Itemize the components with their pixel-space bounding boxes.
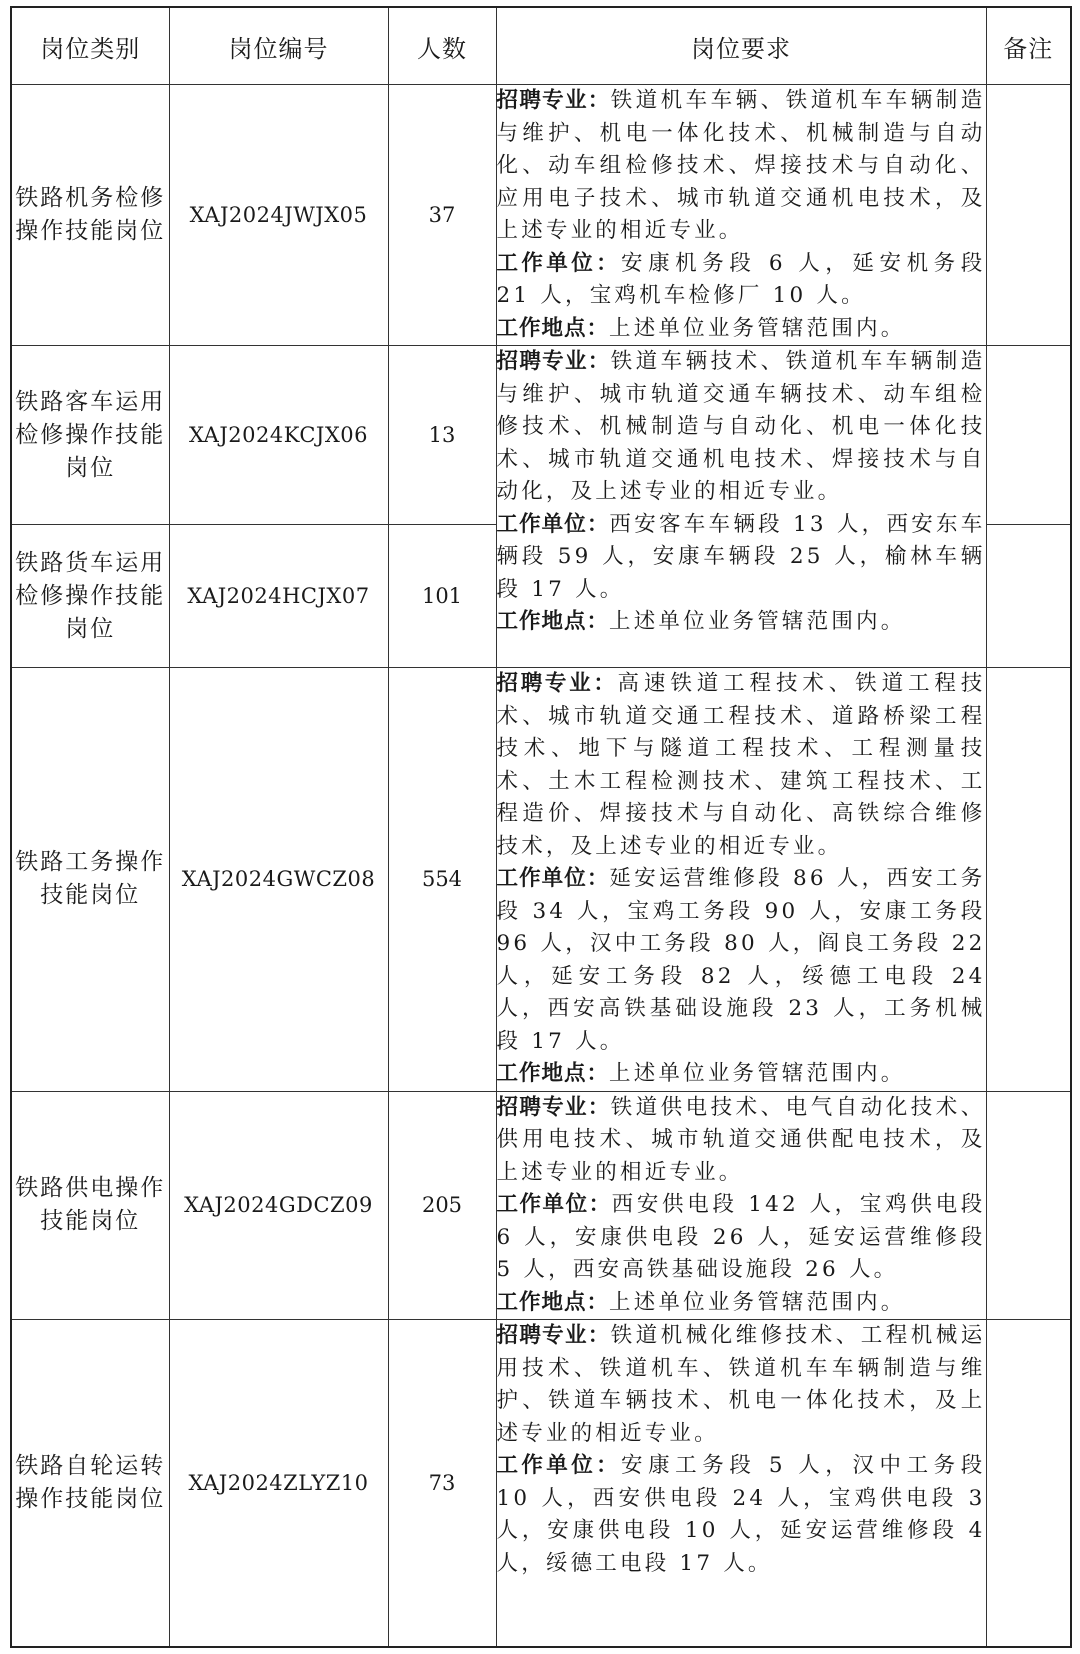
- unit-line: [497, 1189, 986, 1287]
- header-remarks: 备注: [986, 7, 1071, 85]
- location-text: 上述单位业务管辖范围内。: [609, 1061, 906, 1086]
- location-line: [497, 606, 986, 639]
- job-remarks: [986, 85, 1071, 346]
- table-row: [11, 668, 1071, 1092]
- location-line: [497, 1058, 986, 1091]
- unit-label: 工作单位：: [496, 1192, 612, 1217]
- header-count: 人数: [388, 7, 496, 85]
- location-text: 上述单位业务管辖范围内。: [609, 609, 906, 634]
- job-count: 554: [388, 668, 496, 1092]
- job-requirements: [496, 85, 986, 346]
- table-row: [11, 1091, 1071, 1320]
- location-text: 上述单位业务管辖范围内。: [609, 315, 906, 341]
- job-code: XAJ2024GWCZ08: [169, 668, 388, 1092]
- unit-label: 工作单位：: [496, 511, 610, 537]
- major-line: [497, 668, 986, 863]
- unit-label: 工作单位：: [496, 866, 610, 891]
- job-remarks: [986, 1091, 1071, 1320]
- job-code: XAJ2024HCJX07: [169, 525, 388, 668]
- major-label: 招聘专业：: [496, 1323, 611, 1348]
- job-remarks: [986, 668, 1071, 1092]
- job-requirements: [496, 1091, 986, 1320]
- job-category: 铁路供电操作技能岗位: [11, 1091, 169, 1320]
- job-code: XAJ2024ZLYZ10: [169, 1320, 388, 1648]
- major-line: [497, 346, 986, 509]
- unit-text: 西安客车车辆段 13 人，西安东车辆段 59 人，安康车辆段 25 人，榆林车辆段 17 人。: [496, 511, 986, 602]
- document-page: [10, 6, 1070, 1648]
- major-line: [497, 1092, 986, 1190]
- job-code: XAJ2024GDCZ09: [169, 1091, 388, 1320]
- major-text: 铁道车辆技术、铁道机车车辆制造与维护、城市轨道交通车辆技术、动车组检修技术、机械制造与自动化、机电一体化技术、城市轨道交通机电技术、焊接技术与自动化，及上述专业的相近专业。: [496, 349, 986, 504]
- major-text: 高速铁道工程技术、铁道工程技术、城市轨道交通工程技术、道路桥梁工程技术、地下与隧道工程技术、工程测量技术、土木工程检测技术、建筑工程技术、工程造价、焊接技术与自动化、高铁综合维修技术，及上述专业的相近专业。: [496, 671, 986, 859]
- unit-line: [497, 509, 986, 607]
- job-remarks: [986, 346, 1071, 525]
- unit-text: 安康机务段 6 人，延安机务段 21 人，宝鸡机车检修厂 10 人。: [496, 250, 986, 308]
- job-requirements-merged: [496, 346, 986, 668]
- job-code: XAJ2024KCJX06: [169, 346, 388, 525]
- job-requirements: [496, 1320, 986, 1648]
- job-count: 101: [388, 525, 496, 668]
- major-line: [497, 1320, 986, 1450]
- unit-text: 西安供电段 142 人，宝鸡供电段 6 人，安康供电段 26 人，延安运营维修段 5 人，西安高铁基础设施段 26 人。: [496, 1192, 986, 1282]
- job-remarks: [986, 1320, 1071, 1648]
- job-category: 铁路机务检修操作技能岗位: [11, 85, 169, 346]
- location-label: 工作地点：: [496, 609, 610, 634]
- unit-label: 工作单位：: [496, 1453, 621, 1478]
- major-label: 招聘专业：: [496, 88, 611, 113]
- unit-text: 安康工务段 5 人，汉中工务段 10 人，西安供电段 24 人，宝鸡供电段 3 人，安康供电段 10 人，延安运营维修段 4 人，绥德工电段 17 人。: [496, 1453, 986, 1576]
- recruitment-table: [10, 6, 1072, 1648]
- header-requirements: 岗位要求: [496, 7, 986, 85]
- unit-label: 工作单位：: [496, 250, 621, 276]
- major-label: 招聘专业：: [496, 1094, 611, 1120]
- location-line: [497, 313, 986, 346]
- location-text: 上述单位业务管辖范围内。: [609, 1289, 906, 1315]
- unit-line: [497, 863, 986, 1058]
- job-category: 铁路客车运用检修操作技能岗位: [11, 346, 169, 525]
- job-category: 铁路自轮运转操作技能岗位: [11, 1320, 169, 1648]
- header-code: 岗位编号: [169, 7, 388, 85]
- table-header-row: [11, 7, 1071, 85]
- table-row: [11, 85, 1071, 346]
- major-text: 铁道机械化维修技术、工程机械运用技术、铁道机车、铁道机车车辆制造与维护、铁道车辆技术、机电一体化技术，及上述专业的相近专业。: [496, 1323, 986, 1446]
- location-line: [497, 1287, 986, 1320]
- location-label: 工作地点：: [496, 1289, 610, 1315]
- location-label: 工作地点：: [496, 1061, 610, 1086]
- job-count: 13: [388, 346, 496, 525]
- unit-line: [497, 248, 986, 313]
- job-requirements: [496, 668, 986, 1092]
- major-line: [497, 85, 986, 248]
- unit-line: [497, 1450, 986, 1580]
- table-row: [11, 1320, 1071, 1648]
- major-label: 招聘专业：: [496, 671, 618, 696]
- job-remarks: [986, 525, 1071, 668]
- job-count: 37: [388, 85, 496, 346]
- unit-text: 延安运营维修段 86 人，西安工务段 34 人，宝鸡工务段 90 人，安康工务段 96 人，汉中工务段 80 人，阎良工务段 22 人，延安工务段 82 人，绥德工电段 24 人，西安高铁基础设施段 23 人，工务机械段 17 人。: [496, 866, 986, 1054]
- location-label: 工作地点：: [496, 315, 610, 341]
- job-count: 205: [388, 1091, 496, 1320]
- job-category: 铁路工务操作技能岗位: [11, 668, 169, 1092]
- major-text: 铁道机车车辆、铁道机车车辆制造与维护、机电一体化技术、机械制造与自动化、动车组检修技术、焊接技术与自动化、应用电子技术、城市轨道交通机电技术，及上述专业的相近专业。: [496, 88, 986, 243]
- header-category: 岗位类别: [11, 7, 169, 85]
- table-row: [11, 346, 1071, 525]
- job-code: XAJ2024JWJX05: [169, 85, 388, 346]
- job-count: 73: [388, 1320, 496, 1648]
- major-text: 铁道供电技术、电气自动化技术、供用电技术、城市轨道交通供配电技术，及上述专业的相近专业。: [496, 1094, 986, 1185]
- job-category: 铁路货车运用检修操作技能岗位: [11, 525, 169, 668]
- major-label: 招聘专业：: [496, 349, 611, 374]
